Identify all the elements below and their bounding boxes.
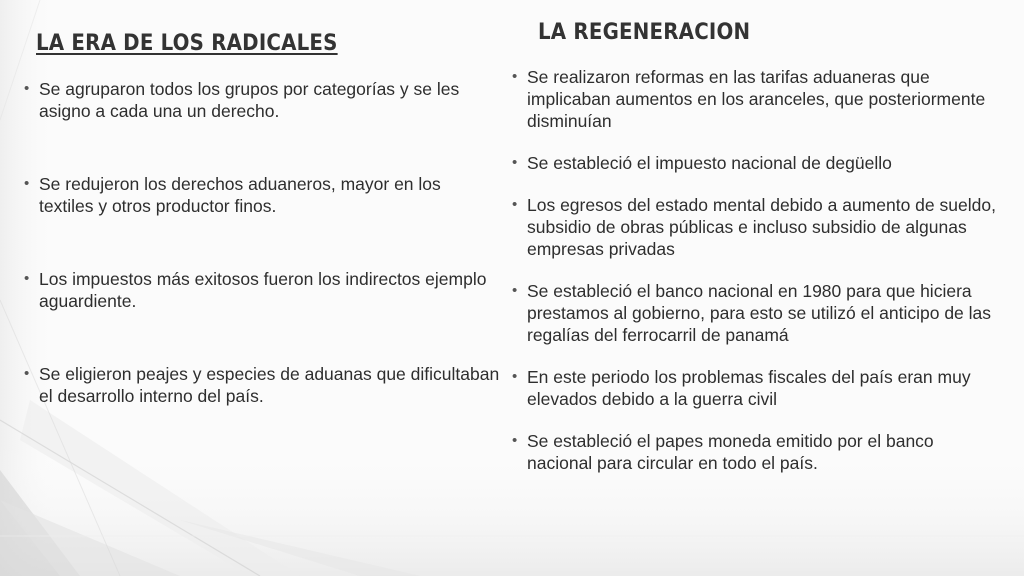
bullet-text: Los impuestos más exitosos fueron los indirectos ejemplo aguardiente. [39, 269, 487, 311]
bullet-text: Se eligieron peajes y especies de aduanas que dificultaban el desarrollo interno del país. [39, 364, 500, 406]
list-item [22, 173, 500, 217]
list-item [510, 66, 1000, 132]
right-column [510, 20, 1000, 494]
bullet-icon: • [24, 175, 30, 192]
bullet-icon: • [512, 68, 518, 85]
bullet-icon: • [512, 368, 518, 385]
bullet-text: Se agruparon todos los grupos por categorías y se les asigno a cada una un derecho. [39, 79, 460, 121]
list-item [510, 280, 1000, 346]
bullet-text: En este periodo los problemas fiscales del país eran muy elevados debido a la guerra civil [527, 367, 971, 409]
bullet-icon: • [512, 282, 518, 299]
right-heading: LA REGENERACION [538, 20, 751, 45]
left-column [22, 26, 500, 458]
bullet-icon: • [24, 365, 30, 382]
list-item [510, 366, 1000, 410]
list-item [22, 268, 500, 312]
bullet-text: Se estableció el banco nacional en 1980 para que hiciera prestamos al gobierno, para esto se utilizó el anticipo de las regalías del ferrocarril de panamá [527, 281, 992, 345]
left-heading: LA ERA DE LOS RADICALES [36, 31, 338, 56]
bullet-text: Se realizaron reformas en las tarifas aduaneras que implicaban aumentos en los aranceles, que posteriormente disminuían [527, 67, 986, 131]
right-bullet-list [510, 66, 1000, 474]
list-item [22, 78, 500, 122]
list-item [510, 430, 1000, 474]
bullet-icon: • [24, 270, 30, 287]
bullet-text: Los egresos del estado mental debido a aumento de sueldo, subsidio de obras públicas e incluso subsidio de algunas empresas privadas [527, 195, 996, 259]
bullet-text: Se redujeron los derechos aduaneros, mayor en los textiles y otros productor finos. [39, 174, 441, 216]
bullet-icon: • [24, 80, 30, 97]
bullet-icon: • [512, 154, 518, 171]
list-item [510, 152, 1000, 174]
bullet-icon: • [512, 196, 518, 213]
bullet-icon: • [512, 432, 518, 449]
bullet-text: Se estableció el papes moneda emitido por el banco nacional para circular en todo el país. [527, 431, 934, 473]
list-item [22, 363, 500, 407]
bullet-text: Se estableció el impuesto nacional de degüello [527, 153, 892, 173]
list-item [510, 194, 1000, 260]
left-bullet-list [22, 78, 500, 407]
